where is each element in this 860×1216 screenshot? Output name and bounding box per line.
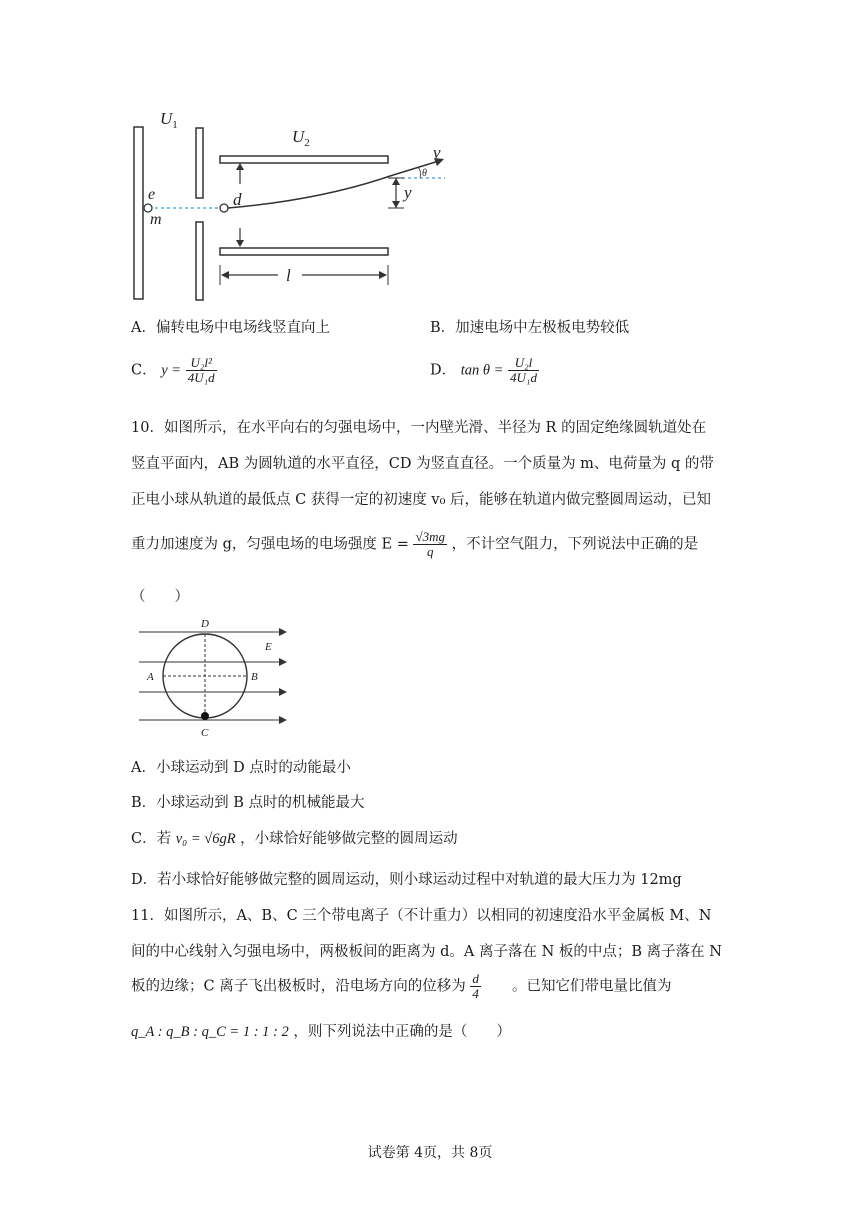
svg-text:E: E [265,641,272,653]
svg-text:D: D [201,618,209,630]
label-U1: $U_1$ [160,109,178,131]
q10-option-b: B．小球运动到 B 点时的机械能最大 [131,795,365,811]
page-footer: 试卷第 4页，共 8页 [367,1145,493,1161]
ball [201,712,209,720]
q11-line-3: 板的边缘；C 离子飞出极板时，沿电场方向的位移为 $\frac{d}{4}$ 。已知它们带电量比值为 [131,971,672,1001]
q10-line-3: 正电小球从轨道的最低点 C 获得一定的初速度 v₀ 后，能够在轨道内做完整圆周运动，已知 [131,492,712,508]
label-v: v [433,143,441,162]
label-U2: $U_2$ [292,127,310,149]
left-accelerating-plate [134,127,143,299]
q10-option-a: A．小球运动到 D 点时的动能最小 [131,760,351,776]
q10-option-c: C．若 v₀ = √6gR ，小球恰好能够做完整的圆周运动 [131,831,458,847]
q9-option-c: C． y = $\frac{\text{U₂l²}}{\text{4U₁d}}$ [131,355,215,385]
q9-option-b: B．加速电场中左极板电势较低 [430,320,630,336]
theta-arc [418,167,421,178]
middle-plate-upper [196,128,203,198]
deflection-field-figure [120,100,460,305]
q10-answer-paren: （ ） [131,589,189,605]
q10-line-1: 10．如图所示，在水平向右的匀强电场中，一内壁光滑、半径为 R 的固定绝缘圆轨道处在 [131,420,707,436]
q11-line-2: 间的中心线射入匀强电场中，两极板间的距离为 d。A 离子落在 N 板的中点；B 离子落在 N [131,944,722,960]
q11-line-4: q_A : q_B : q_C = 1 : 1 : 2 ，则下列说法中正确的是（ ） [131,1024,511,1040]
q9-option-d: D． tan θ = $\frac{\text{U₂l}}{\text{4U₁d}}$ [430,355,537,385]
svg-text:C: C [201,727,209,739]
q11-line-1: 11．如图所示，A、B、C 三个带电离子（不计重力）以相同的初速度沿水平金属板 M、N [131,908,712,924]
q10-line-2: 竖直平面内，AB 为圆轨道的水平直径，CD 为竖直直径。一个质量为 m、电荷量为 q 的带 [131,456,714,472]
q10-line-4: 重力加速度为 g，匀强电场的电场强度 E = $\frac{√3mg}{q}$ ，不计空气阻力，下列说法中正确的是 [131,529,699,559]
label-theta: θ [422,168,427,179]
q9-option-a: A．偏转电场中电场线竖直向上 [131,320,330,336]
label-e: e [148,186,156,203]
upper-deflection-plate [220,156,388,163]
middle-plate-lower [196,222,203,300]
circular-track-figure [135,614,295,742]
svg-text:B: B [251,671,258,683]
lower-deflection-plate [220,248,388,255]
label-m: m [150,211,162,228]
label-l: l [286,266,291,285]
label-d: d [233,190,242,209]
q10-option-d: D．若小球恰好能够做完整的圆周运动，则小球运动过程中对轨道的最大压力为 12mg [131,872,682,888]
label-y: y [404,183,412,202]
particle-gap [220,204,228,212]
svg-text:A: A [147,671,154,683]
